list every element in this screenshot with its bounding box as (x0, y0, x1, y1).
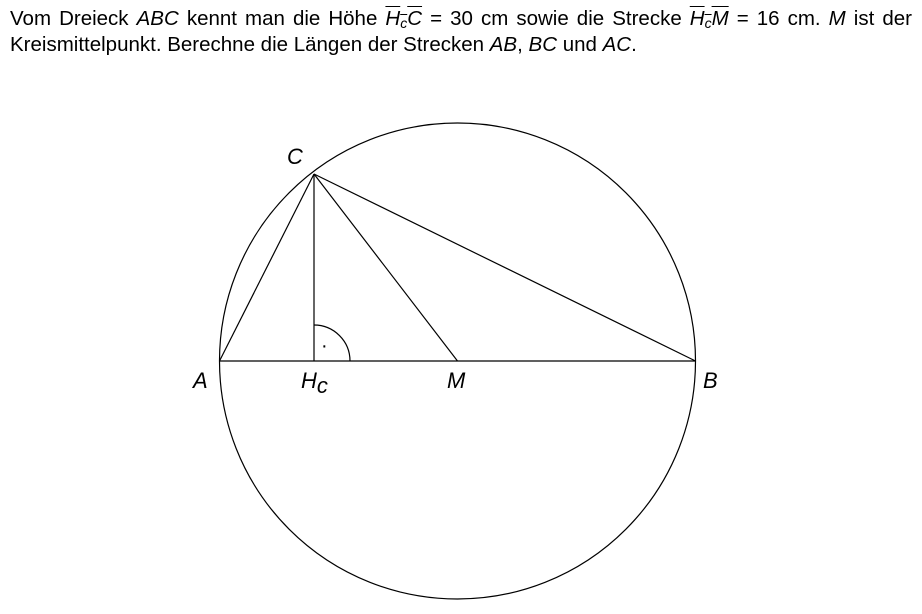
text-segment: ist der Kreismittelpunkt. Berechne die Längen der Strecken (10, 7, 912, 56)
triangle-name: ABC (136, 7, 179, 30)
segment-bc-line (314, 174, 696, 361)
label-hc: Hc (301, 368, 328, 398)
label-m: M (447, 368, 466, 393)
segment-bc: BC (528, 33, 557, 56)
problem-statement: Vom Dreieck ABC kennt man die Höhe $H_cC = 30$ cm sowie die Strecke $H_cM = 16$ cm. M ist der Kreismittelpunkt. Berechne die Längen der Strecken AB, BC und AC. (10, 7, 912, 56)
segment-ac: AC (602, 33, 632, 56)
right-angle-arc (314, 325, 350, 361)
radius-mc-line (314, 174, 458, 361)
right-angle-dot: · (321, 335, 328, 357)
label-b: B (703, 368, 718, 393)
text-segment: Vom Dreieck (10, 7, 137, 30)
segment-ab: AB (489, 33, 518, 56)
label-c: C (287, 144, 303, 169)
segment-hc-c: $H_cC$ (385, 7, 423, 31)
segment-ac-line (220, 174, 315, 361)
text-segment: kennt man die Höhe (178, 7, 386, 30)
point-name-m: M (828, 7, 846, 30)
text-segment: = 30 cm sowie die Strecke (422, 7, 690, 30)
label-a: A (193, 368, 208, 393)
text-segment: = 16 cm. (728, 7, 829, 30)
segment-hc-m: $H_cM$ (689, 7, 729, 31)
